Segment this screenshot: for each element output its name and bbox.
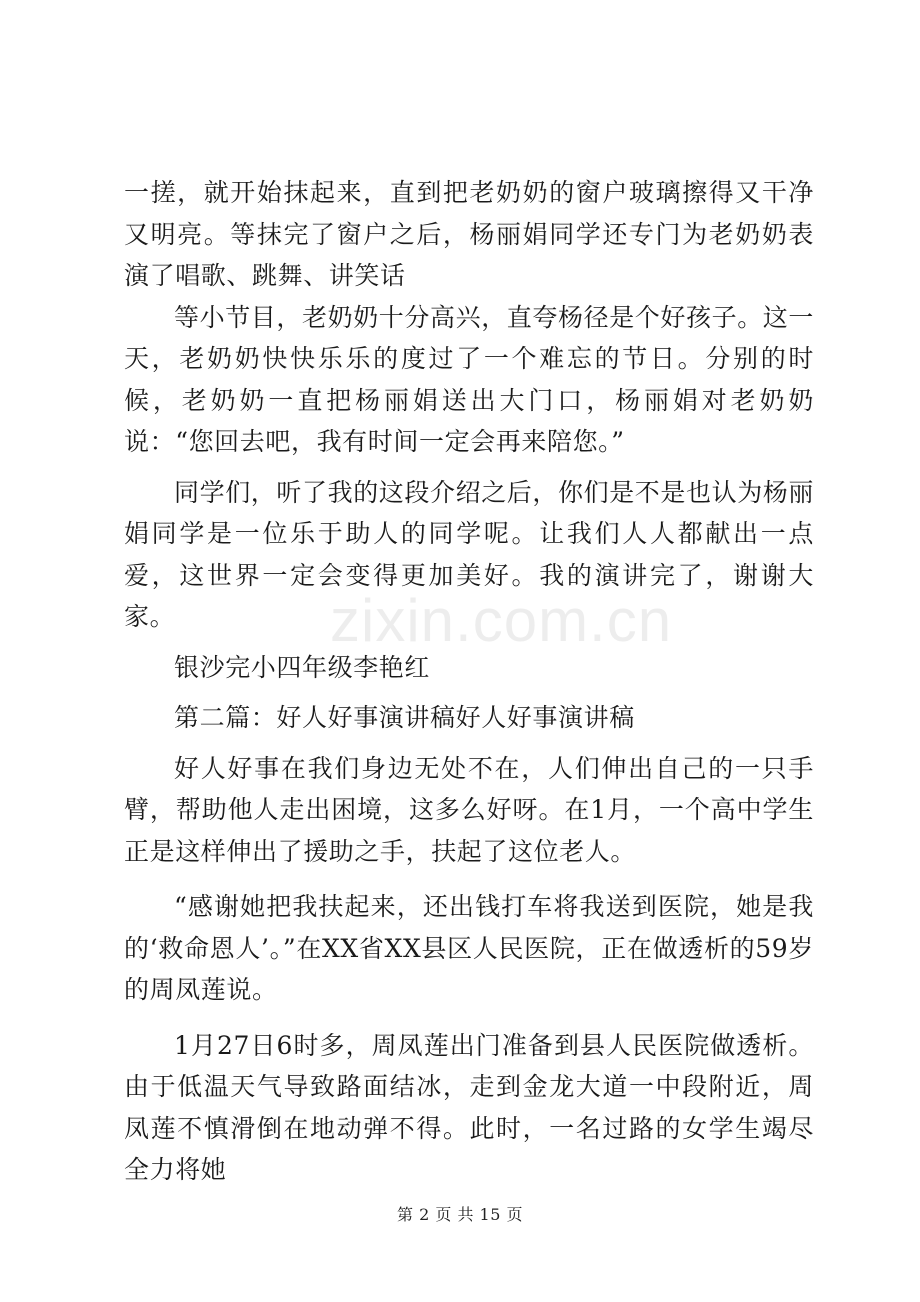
section-heading: 第二篇：好人好事演讲稿好人好事演讲稿 bbox=[174, 703, 635, 732]
paragraph: “感谢她把我扶起来，还出钱打车将我送到医院，她是我的‘救命恩人’。”在XX省XX县区人民医院，正在做透析的59岁的周凤莲说。 bbox=[124, 892, 814, 1004]
watermark: zixin.com.cn bbox=[330, 587, 673, 654]
paragraph: 一搓，就开始抹起来，直到把老奶奶的窗户玻璃擦得又干净又明亮。等抹完了窗户之后，杨丽娟同学还专门为老奶奶表演了唱歌、跳舞、讲笑话 bbox=[124, 178, 814, 290]
document-body bbox=[124, 172, 814, 1191]
page-footer: 第 2 页 共 15 页 bbox=[397, 1205, 523, 1224]
paragraph: 等小节目，老奶奶十分高兴，直夸杨径是个好孩子。这一天，老奶奶快快乐乐的度过了一个难忘的节日。分别的时候，老奶奶一直把杨丽娟送出大门口，杨丽娟对老奶奶说：“您回去吧，我有时间一定会再来陪您。” bbox=[124, 302, 815, 456]
paragraph: 1月27日6时多，周凤莲出门准备到县人民医院做透析。由于低温天气导致路面结冰，走到金龙大道一中段附近，周凤莲不慎滑倒在地动弹不得。此时，一名过路的女学生竭尽全力将她 bbox=[124, 1030, 814, 1184]
paragraph: 同学们，听了我的这段介绍之后，你们是不是也认为杨丽娟同学是一位乐于助人的同学呢。让我们人人都献出一点爱，这世界一定会变得更加美好。我的演讲完了，谢谢大家。 bbox=[124, 477, 815, 631]
paragraph: 好人好事在我们身边无处不在，人们伸出自己的一只手臂，帮助他人走出困境，这多么好呀。在1月，一个高中学生正是这样伸出了援助之手，扶起了这位老人。 bbox=[124, 753, 814, 866]
signature-line: 银沙完小四年级李艳红 bbox=[174, 652, 431, 682]
